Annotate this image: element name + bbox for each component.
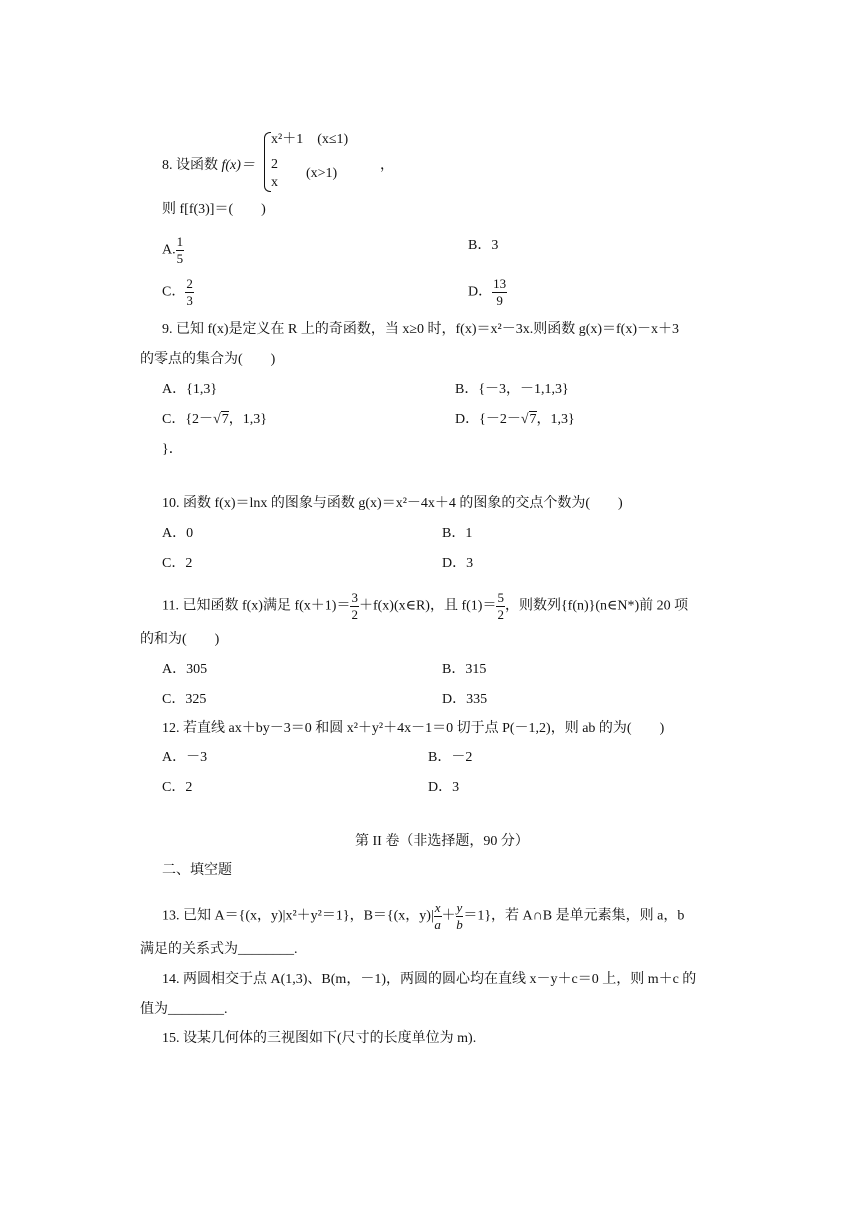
q8-option-b: B．3 — [468, 238, 499, 253]
section-heading: 二、填空题 — [162, 863, 232, 878]
q11-line2: 的和为( ) — [140, 632, 220, 647]
q8-case2-num: 2 — [271, 157, 278, 172]
fraction: $\frac{3}{2}$ — [351, 590, 358, 622]
q11-option-a: A．305 — [162, 662, 208, 677]
q11-option-d: D．335 — [442, 692, 488, 707]
q8-option-a: A. $\frac{1}{5}$ — [162, 234, 184, 266]
q13-line2: 满足的关系式为________. — [140, 942, 298, 957]
q14-line1: 14. 两圆相交于点 A(1,3)、B(m，－1)，两圆的圆心均在直线 x－y＋c＝0 上，则 m＋c 的 — [162, 972, 697, 987]
fraction: $\frac{y}{b}$ — [456, 900, 463, 932]
fraction: $\frac{2}{3}$ — [186, 276, 193, 308]
fraction: $\frac{5}{2}$ — [497, 590, 504, 622]
q13-line1: 13. 已知 A＝{(x，y)|x²＋y²＝1}，B＝{(x，y)| $\frac{x}{a}$ ＋ $\frac{y}{b}$ ＝1}，若 A∩B 是单元素集，则 a，b — [162, 900, 685, 932]
q12-stem: 12. 若直线 ax＋by－3＝0 和圆 x²＋y²＋4x－1＝0 切于点 P(－1,2)，则 ab 的为( ) — [162, 721, 665, 736]
q10-option-b: B．1 — [442, 526, 473, 541]
q9-tail: }． — [162, 442, 183, 457]
q9-option-b: B．{－3，－1,1,3} — [455, 382, 569, 397]
q14-line2: 值为________. — [140, 1002, 228, 1017]
q8-case1: x²＋1 (x≤1) — [271, 132, 349, 147]
q10-option-c: C．2 — [162, 556, 193, 571]
q9-line2: 的零点的集合为( ) — [140, 352, 276, 367]
q12-option-a: A．－3 — [162, 750, 208, 765]
fraction: $\frac{13}{9}$ — [493, 276, 507, 308]
q9-option-d: D．{－2－√7，1,3} — [455, 412, 575, 427]
piecewise-brace — [264, 132, 271, 192]
q8-ask: 则 f[f(3)]＝( ) — [162, 202, 266, 217]
q9-option-c: C．{2－√7，1,3} — [162, 412, 267, 427]
q10-stem: 10. 函数 f(x)＝lnx 的图象与函数 g(x)＝x²－4x＋4 的图象的交点个数为( ) — [162, 496, 623, 511]
q8-option-c: C． $\frac{2}{3}$ — [162, 276, 193, 308]
q15-line1: 15. 设某几何体的三视图如下(尺寸的长度单位为 m). — [162, 1031, 477, 1046]
fraction: $\frac{1}{5}$ — [176, 234, 184, 266]
q8-case2-den: x — [271, 175, 278, 190]
q11-line1: 11. 已知函数 f(x)满足 f(x＋1)＝ $\frac{3}{2}$ ＋f(x)(x∈R)，且 f(1)＝ $\frac{5}{2}$ ，则数列{f(n)}(n∈N*)前 20 项 — [162, 590, 689, 622]
q12-option-b: B．－2 — [428, 750, 473, 765]
q11-option-c: C．325 — [162, 692, 207, 707]
part2-title: 第 II 卷（非选择题，90 分） — [355, 834, 529, 849]
q9-option-a: A．{1,3} — [162, 382, 218, 397]
q8-comma: ， — [380, 158, 394, 173]
q8-case2-cond: (x>1) — [306, 166, 338, 181]
q9-line1: 9. 已知 f(x)是定义在 R 上的奇函数，当 x≥0 时，f(x)＝x²－3x.则函数 g(x)＝f(x)－x＋3 — [162, 322, 680, 337]
q8-stem: 8. 设函数 f(x)＝ — [162, 158, 255, 173]
q11-option-b: B．315 — [442, 662, 487, 677]
q10-option-a: A．0 — [162, 526, 194, 541]
fraction: $\frac{x}{a}$ — [434, 900, 441, 932]
q12-option-d: D．3 — [428, 780, 460, 795]
q8-option-d: D． $\frac{13}{9}$ — [468, 276, 507, 308]
q10-option-d: D．3 — [442, 556, 474, 571]
q12-option-c: C．2 — [162, 780, 193, 795]
